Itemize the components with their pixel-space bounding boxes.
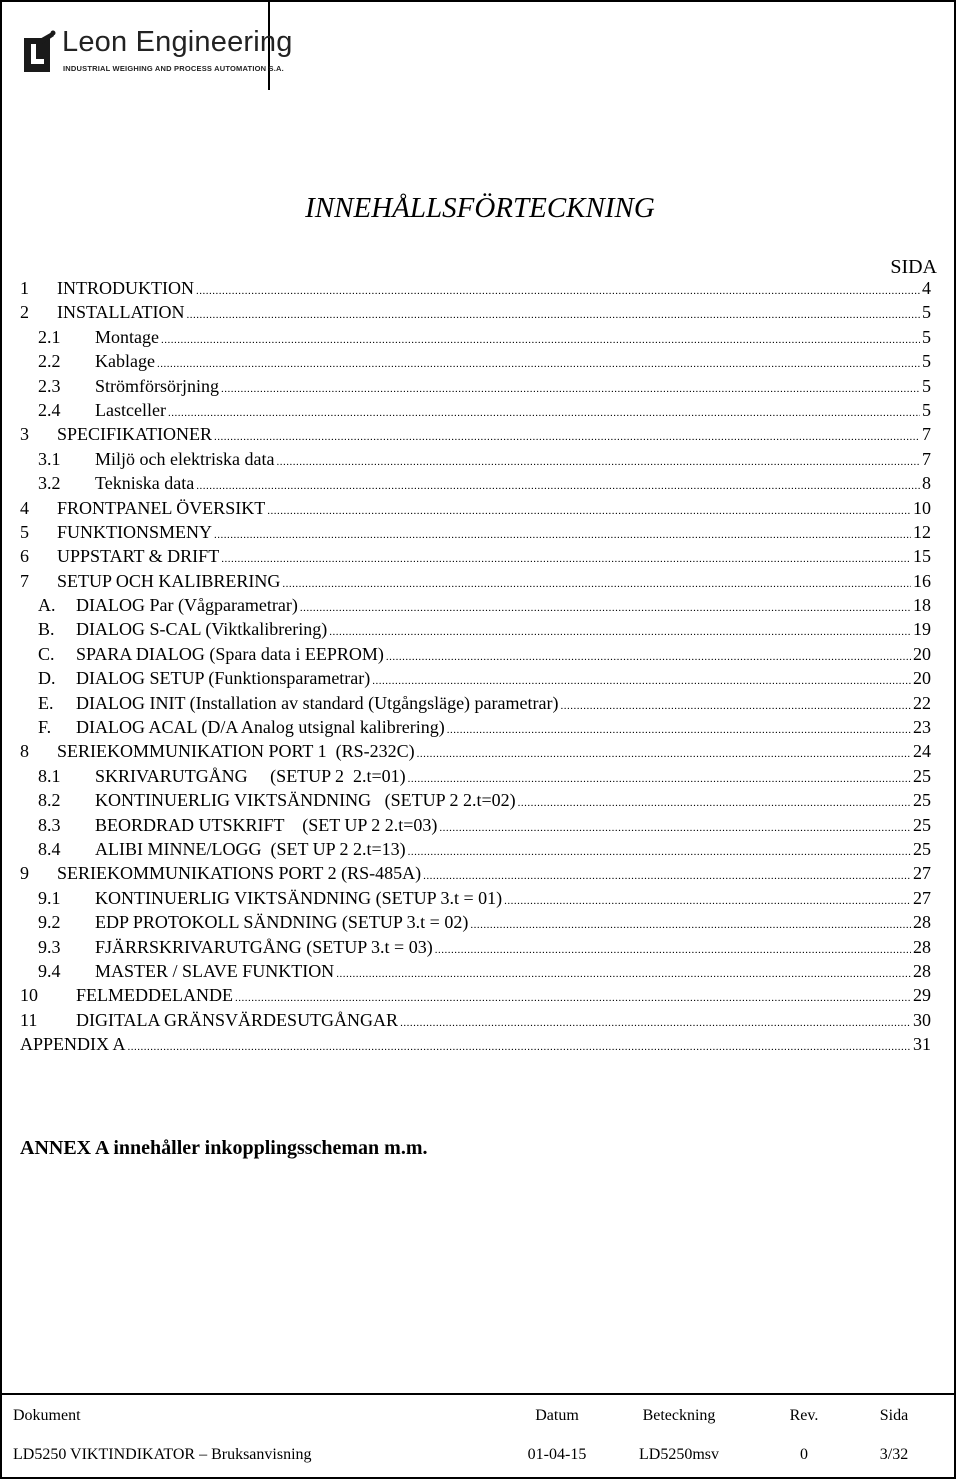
toc-entry[interactable]: [20, 912, 931, 936]
toc-entry-title: Lastceller: [95, 399, 166, 420]
annex-note: ANNEX A innehåller inkopplingsscheman m.m.: [20, 1137, 428, 1159]
toc-entry-number: 9.2: [38, 912, 61, 933]
toc-dot-leader: [445, 724, 911, 736]
toc-entry-title: DIALOG ACAL (D/A Analog utsignal kalibrering): [76, 717, 445, 738]
toc-entry-title: Miljö och elektriska data: [95, 448, 275, 469]
toc-entry[interactable]: [20, 498, 931, 522]
toc-entry-number: 2: [20, 302, 29, 323]
toc-entry-title: SPECIFIKATIONER: [57, 424, 213, 445]
toc-entry-number: E.: [38, 692, 54, 713]
toc-dot-leader: [185, 309, 920, 321]
toc-dot-leader: [219, 553, 911, 565]
toc-entry-number: 9.1: [38, 887, 61, 908]
toc-entry-title: EDP PROTOKOLL SÄNDNING (SETUP 3.t = 02): [95, 912, 469, 933]
toc-entry[interactable]: [20, 741, 931, 765]
toc-dot-leader: [415, 748, 911, 760]
toc-entry-title: Kablage: [95, 351, 155, 372]
toc-entry-page: 20: [913, 668, 931, 689]
toc-entry-page: 19: [913, 619, 931, 640]
toc-entry-page: 5: [922, 302, 931, 323]
toc-entry-number: 9: [20, 863, 29, 884]
toc-entry-number: 1: [20, 278, 29, 298]
toc-entry-number: A.: [38, 595, 56, 616]
toc-entry[interactable]: [20, 985, 931, 1009]
toc-entry-title: MASTER / SLAVE FUNKTION: [95, 960, 335, 981]
toc-entry-title: FJÄRRSKRIVARUTGÅNG (SETUP 3.t = 03): [95, 936, 433, 957]
toc-entry[interactable]: [20, 693, 931, 717]
toc-entry[interactable]: [20, 522, 931, 546]
toc-entry-page: 5: [922, 375, 931, 396]
toc-dot-leader: [212, 431, 920, 443]
toc-entry[interactable]: [20, 327, 931, 351]
toc-entry-number: 3: [20, 424, 29, 445]
document-footer: [2, 1393, 954, 1477]
toc-entry-title: BEORDRAD UTSKRIFT (SET UP 2 2.t=03): [95, 814, 438, 835]
toc-entry-title: INTRODUKTION: [57, 278, 194, 298]
toc-dot-leader: [398, 1017, 911, 1029]
toc-entry-page: 8: [922, 473, 931, 494]
toc-dot-leader: [421, 870, 911, 882]
toc-entry[interactable]: [20, 961, 931, 985]
toc-entry-title: DIALOG Par (Vågparametrar): [76, 595, 298, 616]
toc-dot-leader: [155, 358, 920, 370]
toc-entry-title: DIALOG S-CAL (Viktkalibrering): [76, 619, 328, 640]
toc-entry[interactable]: [20, 863, 931, 887]
footer-value-row: [2, 1433, 954, 1477]
toc-entry-page: 7: [922, 424, 931, 445]
toc-entry-number: 10: [20, 985, 38, 1006]
toc-dot-leader: [516, 797, 911, 809]
toc-entry-number: 2.3: [38, 375, 61, 396]
toc-entry[interactable]: [20, 644, 931, 668]
company-name: Leon Engineering: [62, 26, 293, 58]
footer-designation-value: LD5250msv: [639, 1446, 719, 1463]
toc-dot-leader: [194, 285, 920, 297]
toc-entry-page: 5: [922, 351, 931, 372]
toc-entry-title: KONTINUERLIG VIKTSÄNDNING (SETUP 2 2.t=02): [95, 790, 516, 811]
toc-entry-number: 8.2: [38, 790, 61, 811]
toc-entry-title: SKRIVARUTGÅNG (SETUP 2 2.t=01): [95, 765, 406, 786]
toc-entry-number: B.: [38, 619, 55, 640]
toc-entry-page: 28: [913, 960, 931, 981]
toc-entry-number: 7: [20, 570, 29, 591]
toc-dot-leader: [233, 992, 911, 1004]
toc-entry[interactable]: [20, 351, 931, 375]
toc-entry-number: D.: [38, 668, 56, 689]
toc-dot-leader: [433, 944, 911, 956]
toc-entry-number: 8.3: [38, 814, 61, 835]
toc-dot-leader: [327, 626, 911, 638]
toc-entry[interactable]: [20, 937, 931, 961]
toc-entry[interactable]: [20, 376, 931, 400]
toc-entry-page: 29: [913, 985, 931, 1006]
toc-entry-page: 24: [913, 741, 931, 762]
toc-entry[interactable]: [20, 668, 931, 692]
toc-entry-number: 5: [20, 521, 29, 542]
toc-dot-leader: [406, 773, 911, 785]
toc-entry[interactable]: [20, 595, 931, 619]
leon-logo-icon: [24, 30, 56, 72]
toc-entry[interactable]: [20, 815, 931, 839]
toc-entry-page: 10: [913, 497, 931, 518]
toc-entry-number: 6: [20, 546, 29, 567]
toc-dot-leader: [298, 602, 911, 614]
toc-entry-title: Montage: [95, 326, 159, 347]
toc-entry-number: 4: [20, 497, 29, 518]
toc-entry-title: UPPSTART & DRIFT: [57, 546, 220, 567]
toc-dot-leader: [126, 1041, 911, 1053]
toc-entry-title: SETUP OCH KALIBRERING: [57, 570, 281, 591]
toc-entry[interactable]: [20, 766, 931, 790]
page-column-header: SIDA: [890, 256, 937, 278]
toc-entry-page: 25: [913, 790, 931, 811]
toc-dot-leader: [334, 968, 911, 980]
toc-entry-title: SERIEKOMMUNIKATIONS PORT 2 (RS-485A): [57, 863, 422, 884]
toc-entry-number: 11: [20, 1009, 38, 1030]
toc-entry-number: 3.1: [38, 448, 61, 469]
toc-entry-number: C.: [38, 643, 55, 664]
toc-entry-page: 5: [922, 326, 931, 347]
toc-entry-page: 20: [913, 643, 931, 664]
toc-entry-number: 8.1: [38, 765, 61, 786]
table-of-contents: [20, 278, 931, 1059]
toc-dot-leader: [558, 700, 911, 712]
toc-dot-leader: [194, 480, 920, 492]
footer-rev-label: Rev.: [789, 1407, 819, 1424]
footer-date-value: 01-04-15: [527, 1446, 587, 1463]
toc-entry-title: INSTALLATION: [57, 302, 185, 323]
toc-entry[interactable]: [20, 839, 931, 863]
toc-entry-page: 28: [913, 936, 931, 957]
toc-entry[interactable]: [20, 473, 931, 497]
toc-entry-number: 8: [20, 741, 29, 762]
toc-entry-page: 18: [913, 595, 931, 616]
toc-entry-page: 25: [913, 838, 931, 859]
toc-entry-title: SERIEKOMMUNIKATION PORT 1 (RS-232C): [57, 741, 415, 762]
toc-dot-leader: [159, 334, 920, 346]
toc-dot-leader: [502, 895, 911, 907]
toc-entry[interactable]: [20, 1010, 931, 1034]
toc-entry-page: 15: [913, 546, 931, 567]
toc-entry-title: FUNKTIONSMENY: [57, 521, 213, 542]
toc-entry-page: 27: [913, 887, 931, 908]
footer-page-value: 3/32: [879, 1446, 909, 1463]
footer-date-label: Datum: [535, 1407, 579, 1424]
company-tagline: INDUSTRIAL WEIGHING AND PROCESS AUTOMATION S.A.: [63, 64, 284, 73]
toc-entry-page: 25: [913, 765, 931, 786]
toc-entry-number: F.: [38, 717, 52, 738]
toc-entry-page: 16: [913, 570, 931, 591]
toc-entry-title: KONTINUERLIG VIKTSÄNDNING (SETUP 3.t = 01): [95, 887, 503, 908]
toc-dot-leader: [166, 407, 920, 419]
toc-entry-title: FRONTPANEL ÖVERSIKT: [57, 497, 266, 518]
toc-entry[interactable]: [20, 302, 931, 326]
toc-entry[interactable]: [20, 790, 931, 814]
toc-entry-title: DIALOG SETUP (Funktionsparametrar): [76, 668, 371, 689]
toc-entry[interactable]: [20, 546, 931, 570]
toc-entry-page: 7: [922, 448, 931, 469]
toc-entry[interactable]: [20, 449, 931, 473]
toc-entry-title: Tekniska data: [95, 473, 195, 494]
toc-entry-title: DIGITALA GRÄNSVÄRDESUTGÅNGAR: [76, 1009, 399, 1030]
footer-designation-label: Beteckning: [642, 1407, 716, 1424]
toc-dot-leader: [437, 822, 911, 834]
toc-entry[interactable]: [20, 571, 931, 595]
toc-entry-title: APPENDIX A: [20, 1034, 126, 1055]
toc-entry-page: 30: [913, 1009, 931, 1030]
toc-entry-page: 4: [922, 278, 931, 298]
toc-dot-leader: [212, 529, 911, 541]
toc-entry-page: 12: [913, 521, 931, 542]
toc-entry[interactable]: [20, 400, 931, 424]
toc-entry-number: 8.4: [38, 838, 61, 859]
toc-entry[interactable]: [20, 888, 931, 912]
toc-entry-page: 23: [913, 717, 931, 738]
toc-dot-leader: [274, 456, 920, 468]
footer-header-row: [2, 1395, 954, 1433]
footer-rev-value: 0: [800, 1446, 808, 1463]
toc-entry[interactable]: [20, 424, 931, 448]
toc-entry-title: SPARA DIALOG (Spara data i EEPROM): [76, 643, 384, 664]
toc-dot-leader: [265, 505, 911, 517]
toc-dot-leader: [280, 578, 911, 590]
company-logo: [2, 2, 293, 90]
toc-entry[interactable]: [20, 717, 931, 741]
toc-dot-leader: [468, 919, 911, 931]
toc-dot-leader: [406, 846, 911, 858]
toc-entry-number: 3.2: [38, 473, 61, 494]
toc-entry-number: 9.4: [38, 960, 61, 981]
footer-page-label: Sida: [879, 1407, 909, 1424]
toc-dot-leader: [219, 383, 920, 395]
toc-entry-number: 2.1: [38, 326, 61, 347]
toc-dot-leader: [384, 651, 911, 663]
toc-entry-number: 2.2: [38, 351, 61, 372]
toc-entry-page: 27: [913, 863, 931, 884]
toc-entry-page: 25: [913, 814, 931, 835]
toc-entry-page: 31: [913, 1034, 931, 1055]
toc-entry-page: 5: [922, 399, 931, 420]
toc-entry-number: 9.3: [38, 936, 61, 957]
toc-entry[interactable]: [20, 278, 931, 302]
toc-dot-leader: [370, 675, 911, 687]
footer-document-value: LD5250 VIKTINDIKATOR – Bruksanvisning: [13, 1446, 312, 1463]
toc-entry[interactable]: [20, 1034, 931, 1058]
toc-entry-page: 22: [913, 692, 931, 713]
toc-entry-page: 28: [913, 912, 931, 933]
toc-entry-title: FELMEDDELANDE: [76, 985, 233, 1006]
page-title: INNEHÅLLSFÖRTECKNING: [305, 192, 655, 224]
footer-document-label: Dokument: [13, 1407, 81, 1424]
toc-entry[interactable]: [20, 619, 931, 643]
toc-entry-title: DIALOG INIT (Installation av standard (Utgångsläge) parametrar): [76, 692, 559, 713]
toc-entry-title: ALIBI MINNE/LOGG (SET UP 2 2.t=13): [95, 838, 406, 859]
toc-entry-number: 2.4: [38, 399, 61, 420]
toc-entry-title: Strömförsörjning: [95, 375, 219, 396]
